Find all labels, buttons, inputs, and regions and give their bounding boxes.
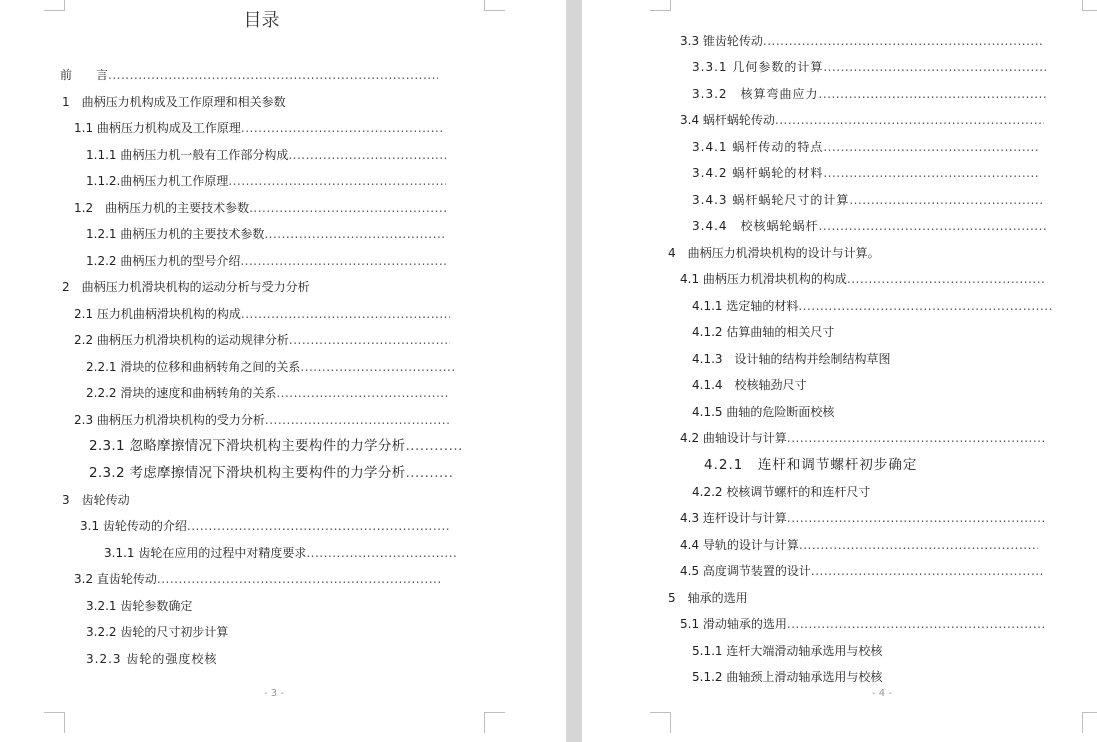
toc-entry[interactable]: 5.1 滑动轴承的选用 ..... [680,616,1046,632]
toc-entry[interactable]: 5.1.2 曲轴颈上滑动轴承选用与校核 [692,670,883,684]
toc-entry[interactable]: 2.3.2 考虑摩擦情况下滑块机构主要构件的力学分析 ..... [89,464,453,482]
toc-entry[interactable]: 前 言 ..... [60,67,438,83]
toc-entry[interactable]: 4.3 连杆设计与计算 ..... [680,510,1044,526]
toc-entry[interactable]: 4.1 曲柄压力机滑块机构的构成 ..... [680,271,1046,287]
toc-entry[interactable]: 4.5 高度调节装置的设计 ..... [680,563,1044,579]
crop-mark [1082,0,1097,11]
toc-entry[interactable]: 3.2.1 齿轮参数确定 [86,599,193,613]
toc-entry[interactable]: 2.2.2 滑块的速度和曲柄转角的关系 ..... [86,385,450,401]
toc-entry[interactable]: 2 曲柄压力机滑块机构的运动分析与受力分析 [62,280,310,294]
toc-entry[interactable]: 5.1.1 连杆大端滑动轴承选用与校核 [692,644,883,658]
page-number: - 4 - [872,688,892,699]
crop-mark [650,0,671,11]
toc-entry[interactable]: 4.1.1 选定轴的材料 ..... [692,298,1054,314]
toc-entry[interactable]: 3.4.2 蜗杆蜗轮的材料 ..... [692,165,1040,181]
toc-entry[interactable]: 4 曲柄压力机滑块机构的设计与计算。 [668,246,880,260]
toc-entry[interactable]: 4.2 曲轴设计与计算 ..... [680,430,1044,446]
toc-entry[interactable]: 1.1.2.曲柄压力机工作原理 ..... [86,173,446,189]
toc-entry[interactable]: 3.2 直齿轮传动 ..... [74,571,442,587]
page-gutter [566,0,582,742]
toc-entry[interactable]: 5 轴承的选用 [668,591,748,605]
toc-entry[interactable]: 3.4 蜗杆蜗轮传动 ..... [680,112,1044,128]
toc-entry[interactable]: 1.1 曲柄压力机构成及工作原理 ..... [74,120,444,136]
toc-entry[interactable]: 2.2.1 滑块的位移和曲柄转角之间的关系 ..... [86,359,454,375]
toc-page-right [582,0,1097,742]
toc-entry[interactable]: 4.1.4 校核轴劲尺寸 [692,378,807,392]
toc-entry[interactable]: 1.2 曲柄压力机的主要技术参数 ..... [74,200,446,216]
toc-entry[interactable]: 2.2 曲柄压力机滑块机构的运动规律分析 ..... [74,332,450,348]
toc-entry[interactable]: 4.1.3 设计轴的结构并绘制结构草图 [692,352,891,366]
toc-entry[interactable]: 3.2.2 齿轮的尺寸初步计算 [86,625,229,639]
toc-entry[interactable]: 2.3 曲柄压力机滑块机构的受力分析 ..... [74,412,450,428]
crop-mark [484,712,505,733]
page-title: 目录 [243,10,280,31]
toc-entry[interactable]: 4.1.5 曲轴的危险断面校核 [692,405,835,419]
crop-mark [1082,712,1097,733]
toc-entry[interactable]: 3.1 齿轮传动的介绍 ..... [80,518,450,534]
toc-entry[interactable]: 3 齿轮传动 [62,493,130,507]
toc-entry[interactable]: 2.1 压力机曲柄滑块机构的构成 ..... [74,306,450,322]
toc-entry[interactable]: 1 曲柄压力机构成及工作原理和相关参数 [62,95,286,109]
toc-entry[interactable]: 1.2.1 曲柄压力机的主要技术参数 ..... [86,226,446,242]
toc-entry[interactable]: 3.4.4 校核蜗轮蜗杆 ..... [692,218,1046,234]
toc-entry[interactable]: 3.4.3 蜗杆蜗轮尺寸的计算 ..... [692,192,1042,208]
toc-entry[interactable]: 4.1.2 估算曲轴的相关尺寸 [692,325,835,339]
toc-entry[interactable]: 4.2.1 连杆和调节螺杆初步确定 [704,457,918,473]
crop-mark [650,712,671,733]
toc-entry[interactable]: 3.3 锥齿轮传动 ..... [680,33,1044,49]
page-number: - 3 - [264,688,284,699]
toc-entry[interactable]: 4.2.2 校核调节螺杆的和连杆尺寸 [692,485,871,499]
toc-entry[interactable]: 4.4 导轨的设计与计算 ..... [680,537,1038,553]
toc-entry[interactable]: 3.3.2 核算弯曲应力 ..... [692,86,1046,102]
toc-entry[interactable]: 3.2.3 齿轮的强度校核 [86,652,218,666]
toc-entry[interactable]: 3.3.1 几何参数的计算 ..... [692,59,1046,75]
toc-entry[interactable]: 3.1.1 齿轮在应用的过程中对精度要求 ..... [104,545,456,561]
toc-entry[interactable]: 1.1.1 曲柄压力机一般有工作部分构成 ..... [86,147,446,163]
toc-entry[interactable]: 2.3.1 忽略摩擦情况下滑块机构主要构件的力学分析 ..... [89,437,461,455]
crop-mark [44,712,65,733]
toc-entry[interactable]: 1.2.2 曲柄压力机的型号介绍 ..... [86,253,448,269]
toc-entry[interactable]: 3.4.1 蜗杆传动的特点 ..... [692,139,1040,155]
